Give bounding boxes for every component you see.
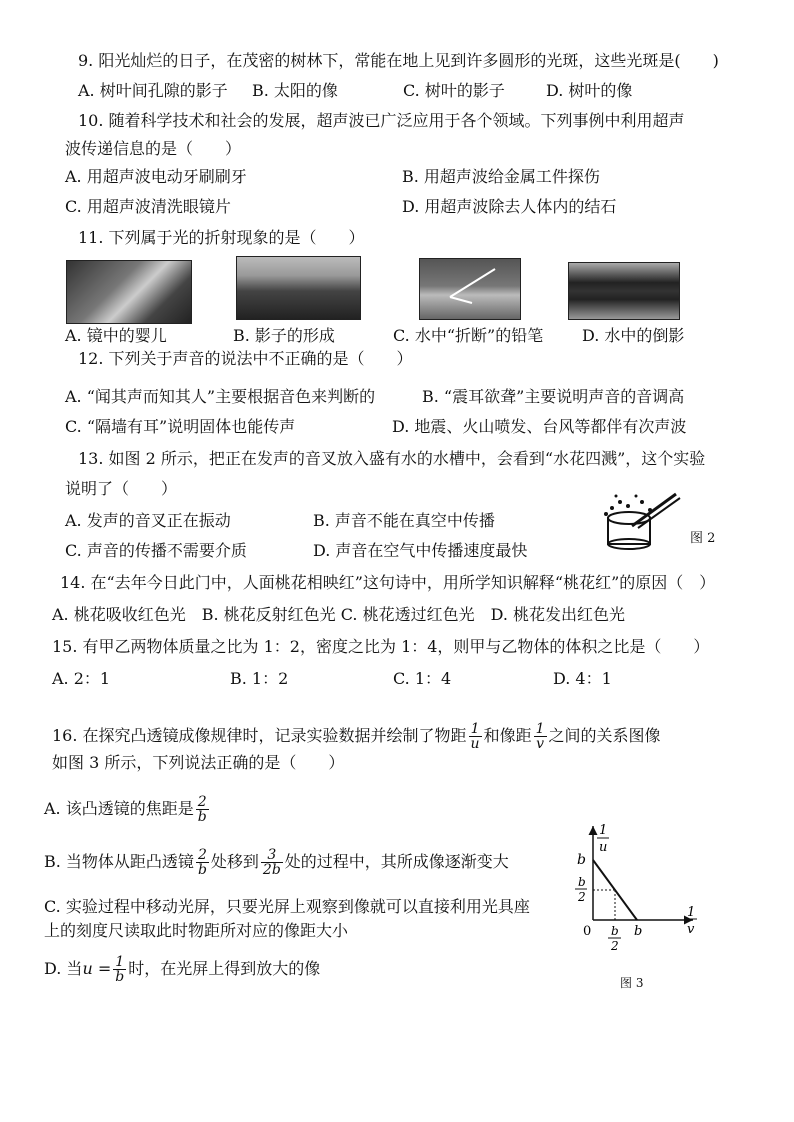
x-tick-b: b — [634, 924, 643, 939]
q12-option-a: A. “闻其声而知其人”主要根据音色来判断的 — [65, 387, 376, 406]
q9-option-c: C. 树叶的影子 — [403, 81, 505, 100]
q14-options: A. 桃花吸收红色光 B. 桃花反射红色光 C. 桃花透过红色光 D. 桃花发出红色光 — [52, 605, 626, 624]
fraction-3-over-2b: $\frac{3}{2b}$ — [262, 847, 281, 878]
y-tick-half-den: 2 — [578, 890, 586, 904]
x-axis-label-num: 1 — [687, 905, 696, 920]
x-axis-label-den: v — [687, 922, 695, 937]
q15-option-c: C. 1：4 — [393, 669, 452, 688]
q16-option-a: A. 该凸透镜的焦距是 $\frac{2}{b}$ — [44, 794, 207, 825]
q12-stem: 12. 下列关于声音的说法中不正确的是（ ） — [78, 349, 413, 368]
q10-stem-line2: 波传递信息的是（ ） — [65, 139, 242, 158]
q13-stem-line1: 13. 如图 2 所示，把正在发声的音叉放入盛有水的水槽中，会看到“水花四溅”，这个实验 — [78, 449, 706, 468]
q14-stem: 14. 在“去年今日此门中，人面桃花相映红”这句诗中，用所学知识解释“桃花红”的原因（ ） — [60, 573, 716, 592]
q11-photo-reflection — [568, 262, 680, 320]
q13-option-d: D. 声音在空气中传播速度最快 — [313, 541, 528, 560]
q16-stem-part3: 之间的关系图像 — [548, 726, 661, 745]
fraction-1-over-v: $\frac{1}{v}$ — [535, 721, 545, 752]
q11-option-b: B. 影子的形成 — [233, 326, 335, 345]
q15-option-d: D. 4：1 — [553, 669, 612, 688]
q11-photo-mirror-baby — [66, 260, 192, 324]
q10-option-d: D. 用超声波除去人体内的结石 — [402, 197, 617, 216]
q16-stem-part2: 和像距 — [483, 726, 532, 745]
q9-option-a: A. 树叶间孔隙的影子 — [78, 81, 228, 100]
fraction-2-over-b-option-b: $\frac{2}{b}$ — [197, 847, 207, 878]
q13-option-c: C. 声音的传播不需要介质 — [65, 541, 247, 560]
q12-option-c: C. “隔墙有耳”说明固体也能传声 — [65, 417, 296, 436]
q16-option-c-line2: 上的刻度尺读取此时物距所对应的像距大小 — [44, 921, 349, 940]
q13-stem-line2: 说明了（ ） — [65, 479, 178, 498]
q15-option-b: B. 1：2 — [230, 669, 289, 688]
origin-label: 0 — [583, 924, 592, 939]
q16-option-c-line1: C. 实验过程中移动光屏，只要光屏上观察到像就可以直接利用光具座 — [44, 897, 530, 916]
q16-stem-part1: 16. 在探究凸透镜成像规律时，记录实验数据并绘制了物距 — [52, 726, 467, 745]
fraction-2-over-b: $\frac{2}{b}$ — [197, 794, 207, 825]
figure-3-label: 图 3 — [620, 976, 644, 990]
figure-3-graph — [565, 818, 705, 953]
q10-option-a: A. 用超声波电动牙刷刷牙 — [65, 167, 247, 186]
x-tick-half-den: 2 — [611, 939, 619, 953]
q10-option-b: B. 用超声波给金属工件探伤 — [402, 167, 600, 186]
figure-2-label: 图 2 — [690, 531, 716, 546]
y-tick-half-num: b — [578, 875, 586, 889]
fraction-1-over-b: $\frac{1}{b}$ — [115, 954, 125, 985]
q12-option-b: B. “震耳欲聋”主要说明声音的音调高 — [422, 387, 685, 406]
q11-photo-shadow — [236, 256, 361, 320]
fraction-1-over-u: $\frac{1}{u}$ — [470, 721, 480, 752]
q11-option-a: A. 镜中的婴儿 — [65, 326, 167, 345]
q10-stem-line1: 10. 随着科学技术和社会的发展，超声波已广泛应用于各个领域。下列事例中利用超声 — [78, 111, 685, 130]
q12-option-d: D. 地震、火山喷发、台风等都伴有次声波 — [392, 417, 687, 436]
q15-option-a: A. 2：1 — [52, 669, 111, 688]
q16-option-b: B. 当物体从距凸透镜 $\frac{2}{b}$ 处移到 $\frac{3}{2b}$ 处的过程中，其所成像逐渐变大 — [44, 847, 509, 878]
q9-option-d: D. 树叶的像 — [546, 81, 633, 100]
q9-option-b: B. 太阳的像 — [252, 81, 338, 100]
q11-stem: 11. 下列属于光的折射现象的是（ ） — [78, 228, 365, 247]
y-tick-b: b — [577, 852, 586, 868]
y-axis-label-num: 1 — [599, 823, 608, 838]
q15-stem: 15. 有甲乙两物体质量之比为 1：2，密度之比为 1：4，则甲与乙物体的体积之比是（ ） — [52, 637, 710, 656]
q16-stem-line2: 如图 3 所示，下列说法正确的是（ ） — [52, 753, 345, 772]
q11-photo-pencil-in-water — [419, 258, 521, 320]
y-axis-label-den: u — [599, 840, 608, 855]
q10-option-c: C. 用超声波清洗眼镜片 — [65, 197, 231, 216]
q16-stem-line1 — [52, 716, 661, 756]
q9-stem: 9. 阳光灿烂的日子，在茂密的树林下，常能在地上见到许多圆形的光斑，这些光斑是( ) — [78, 51, 719, 70]
q11-option-d: D. 水中的倒影 — [582, 326, 685, 345]
q11-option-c: C. 水中“折断”的铅笔 — [393, 326, 544, 345]
q16-option-d: D. 当u = $\frac{1}{b}$ 时，在光屏上得到放大的像 — [44, 954, 321, 985]
figure-2-tuning-fork-in-water — [598, 488, 690, 552]
q13-option-a: A. 发声的音叉正在振动 — [65, 511, 231, 530]
q13-option-b: B. 声音不能在真空中传播 — [313, 511, 495, 530]
x-tick-half-num: b — [611, 924, 619, 938]
